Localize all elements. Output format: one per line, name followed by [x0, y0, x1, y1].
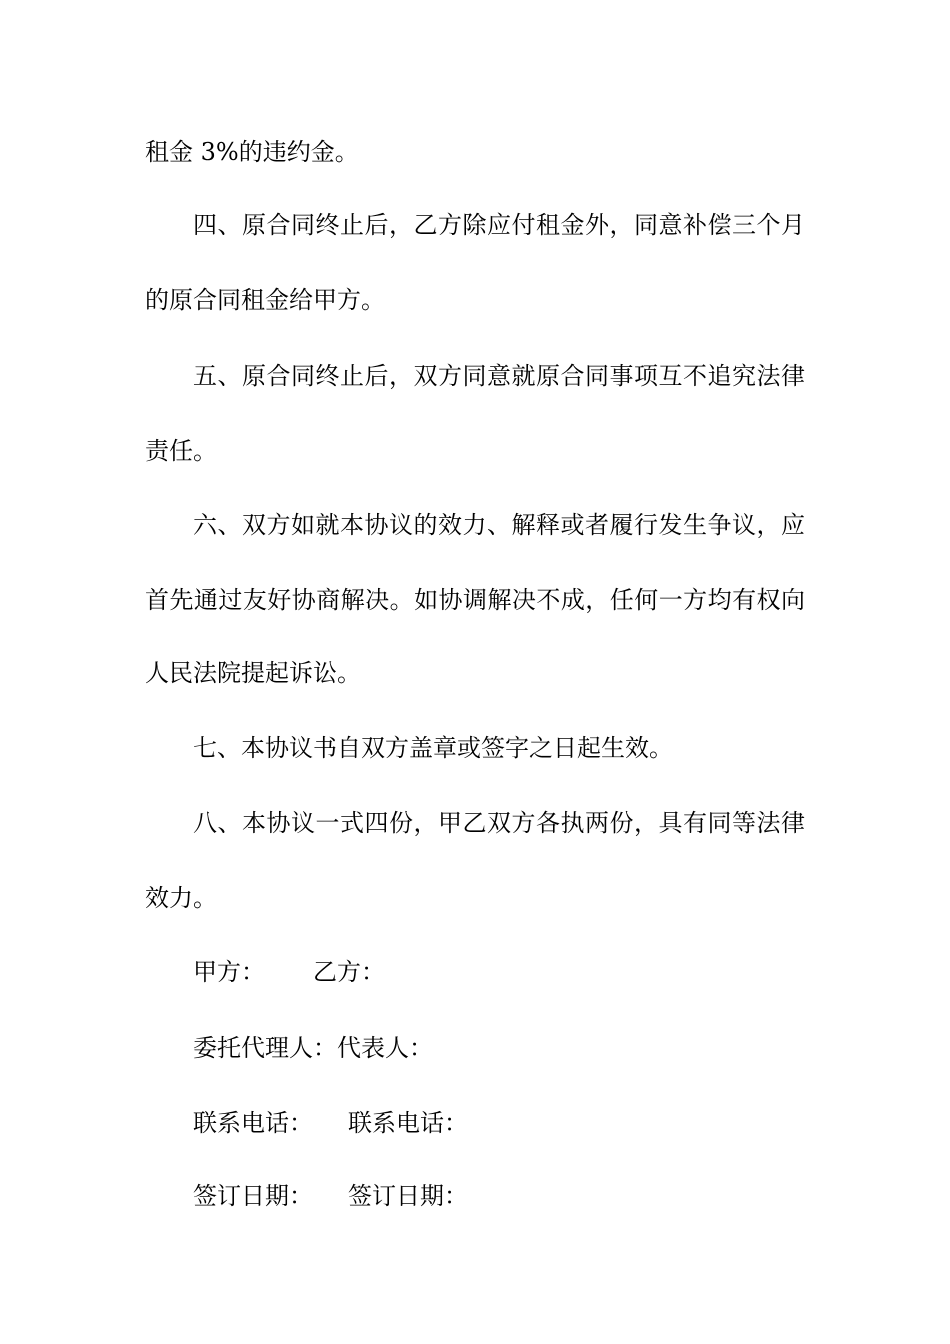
clause-8-line-2: 效力。 — [145, 884, 217, 912]
date-a-label: 签订日期： — [193, 1182, 313, 1210]
date-b-label: 签订日期： — [348, 1182, 468, 1210]
representative-label: 代表人： — [337, 1034, 433, 1062]
clause-4-line-2: 的原合同租金给甲方。 — [145, 286, 385, 314]
clause-4-line-1: 四、原合同终止后，乙方除应付租金外，同意补偿三个月 — [193, 211, 805, 239]
party-a-label: 甲方： — [193, 958, 265, 986]
clause-6-line-2: 首先通过友好协商解决。如协调解决不成，任何一方均有权向 — [145, 586, 805, 614]
phone-b-label: 联系电话： — [348, 1109, 468, 1137]
clause-5-line-2: 责任。 — [145, 437, 217, 465]
clause-8-line-1: 八、本协议一式四份，甲乙双方各执两份，具有同等法律 — [193, 809, 805, 837]
text-line-penalty: 租金 3%的违约金。 — [145, 138, 359, 166]
clause-5-line-1: 五、原合同终止后，双方同意就原合同事项互不追究法律 — [193, 362, 805, 390]
agent-label: 委托代理人： — [193, 1034, 337, 1062]
phone-a-label: 联系电话： — [193, 1109, 313, 1137]
party-b-label: 乙方： — [313, 958, 385, 986]
clause-6-line-3: 人民法院提起诉讼。 — [145, 659, 361, 687]
clause-6-line-1: 六、双方如就本协议的效力、解释或者履行发生争议，应 — [193, 511, 805, 539]
clause-7-line-1: 七、本协议书自双方盖章或签字之日起生效。 — [193, 734, 673, 762]
